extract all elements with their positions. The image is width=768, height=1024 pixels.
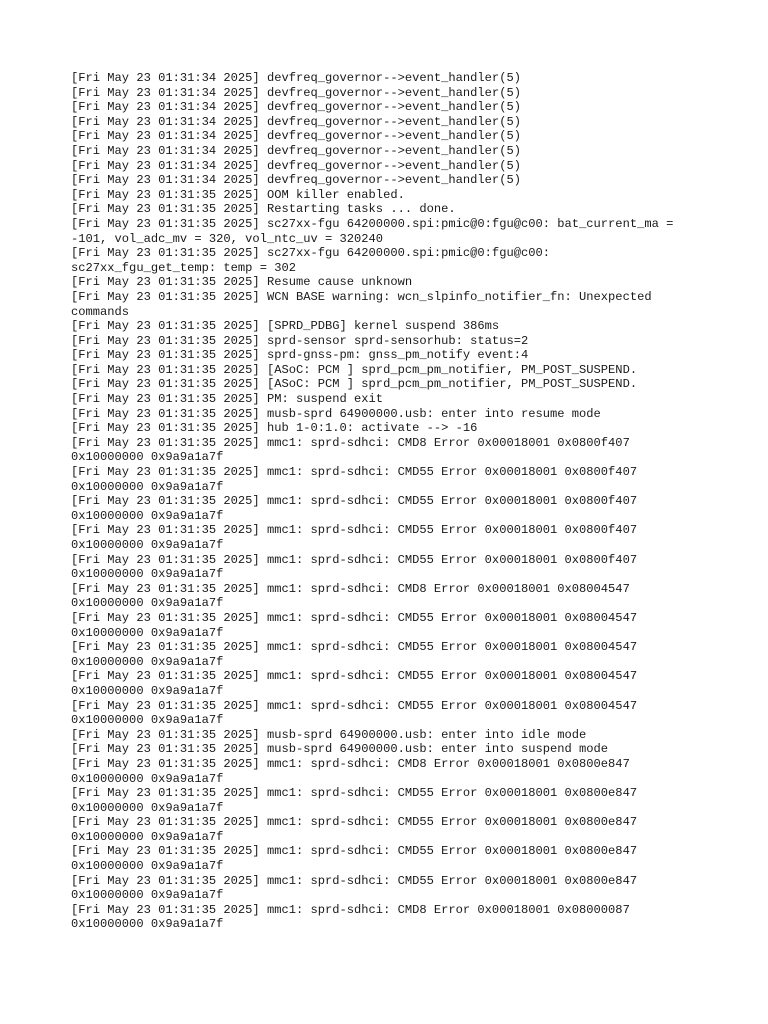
log-line: [Fri May 23 01:31:35 2025] mmc1: sprd-sdhci: CMD55 Error 0x00018001 0x0800f407 0x10000000 0x9a9a1a7f <box>71 523 638 552</box>
log-line: [Fri May 23 01:31:34 2025] devfreq_governor-->event_handler(5) <box>71 173 521 188</box>
log-line: [Fri May 23 01:31:35 2025] mmc1: sprd-sdhci: CMD55 Error 0x00018001 0x0800f407 0x10000000 0x9a9a1a7f <box>71 494 638 523</box>
log-line: [Fri May 23 01:31:35 2025] mmc1: sprd-sdhci: CMD8 Error 0x00018001 0x08004547 0x10000000 0x9a9a1a7f <box>71 581 630 611</box>
log-line: [Fri May 23 01:31:35 2025] sc27xx-fgu 64200000.spi:pmic@0:fgu@c00: bat_current_ma = -101, vol_adc_mv = 320, vol_ntc_uv = 320240 <box>71 216 674 246</box>
kernel-log <box>71 71 711 932</box>
log-line: [Fri May 23 01:31:35 2025] Resume cause unknown <box>71 275 413 290</box>
log-line: [Fri May 23 01:31:35 2025] OOM killer enabled. <box>71 187 405 202</box>
log-line: [Fri May 23 01:31:35 2025] musb-sprd 64900000.usb: enter into idle mode <box>71 727 587 742</box>
log-line: [Fri May 23 01:31:35 2025] [ASoC: PCM ] sprd_pcm_pm_notifier, PM_POST_SUSPEND. <box>71 362 638 377</box>
log-line: [Fri May 23 01:31:34 2025] devfreq_governor-->event_handler(5) <box>71 143 521 158</box>
log-line: [Fri May 23 01:31:35 2025] mmc1: sprd-sdhci: CMD8 Error 0x00018001 0x08000087 0x10000000 0x9a9a1a7f <box>71 902 630 932</box>
log-line: [Fri May 23 01:31:35 2025] PM: suspend exit <box>71 392 384 407</box>
log-line: [Fri May 23 01:31:34 2025] devfreq_governor-->event_handler(5) <box>71 85 521 100</box>
log-line: [Fri May 23 01:31:35 2025] [SPRD_PDBG] kernel suspend 386ms <box>71 319 500 334</box>
log-line: [Fri May 23 01:31:34 2025] devfreq_governor-->event_handler(5) <box>71 114 521 129</box>
log-line: [Fri May 23 01:31:34 2025] devfreq_governor-->event_handler(5) <box>71 158 521 173</box>
log-line: [Fri May 23 01:31:35 2025] sprd-sensor sprd-sensorhub: status=2 <box>71 333 529 348</box>
log-line: [Fri May 23 01:31:35 2025] hub 1-0:1.0: activate --> -16 <box>71 421 478 436</box>
log-line: [Fri May 23 01:31:35 2025] mmc1: sprd-sdhci: CMD55 Error 0x00018001 0x0800e847 0x10000000 0x9a9a1a7f <box>71 844 638 874</box>
log-line: [Fri May 23 01:31:35 2025] mmc1: sprd-sdhci: CMD55 Error 0x00018001 0x0800e847 0x10000000 0x9a9a1a7f <box>71 815 638 844</box>
log-line: [Fri May 23 01:31:35 2025] mmc1: sprd-sdhci: CMD55 Error 0x00018001 0x08004547 0x10000000 0x9a9a1a7f <box>71 610 638 640</box>
log-line: [Fri May 23 01:31:35 2025] Restarting tasks ... done. <box>71 202 456 217</box>
log-line: [Fri May 23 01:31:35 2025] musb-sprd 64900000.usb: enter into suspend mode <box>71 742 609 757</box>
log-line: [Fri May 23 01:31:35 2025] mmc1: sprd-sdhci: CMD55 Error 0x00018001 0x08004547 0x10000000 0x9a9a1a7f <box>71 669 638 698</box>
log-line: [Fri May 23 01:31:35 2025] mmc1: sprd-sdhci: CMD55 Error 0x00018001 0x0800e847 0x10000000 0x9a9a1a7f <box>71 873 638 903</box>
log-line: [Fri May 23 01:31:35 2025] mmc1: sprd-sdhci: CMD55 Error 0x00018001 0x0800e847 0x10000000 0x9a9a1a7f <box>71 786 638 815</box>
log-line: [Fri May 23 01:31:35 2025] sprd-gnss-pm: gnss_pm_notify event:4 <box>71 348 529 363</box>
log-line: [Fri May 23 01:31:35 2025] mmc1: sprd-sdhci: CMD8 Error 0x00018001 0x0800f407 0x10000000 0x9a9a1a7f <box>71 435 630 465</box>
log-line: [Fri May 23 01:31:35 2025] mmc1: sprd-sdhci: CMD55 Error 0x00018001 0x0800f407 0x10000000 0x9a9a1a7f <box>71 465 638 494</box>
log-line: [Fri May 23 01:31:35 2025] mmc1: sprd-sdhci: CMD55 Error 0x00018001 0x08004547 0x10000000 0x9a9a1a7f <box>71 640 638 669</box>
log-line: [Fri May 23 01:31:35 2025] mmc1: sprd-sdhci: CMD55 Error 0x00018001 0x08004547 0x10000000 0x9a9a1a7f <box>71 698 638 728</box>
log-line: [Fri May 23 01:31:35 2025] sc27xx-fgu 64200000.spi:pmic@0:fgu@c00: sc27xx_fgu_get_temp: temp = 302 <box>71 246 550 275</box>
log-line: [Fri May 23 01:31:35 2025] [ASoC: PCM ] sprd_pcm_pm_notifier, PM_POST_SUSPEND. <box>71 377 638 392</box>
log-line: [Fri May 23 01:31:34 2025] devfreq_governor-->event_handler(5) <box>71 129 521 144</box>
log-line: [Fri May 23 01:31:35 2025] WCN BASE warning: wcn_slpinfo_notifier_fn: Unexpected commands <box>71 289 652 319</box>
log-line: [Fri May 23 01:31:35 2025] mmc1: sprd-sdhci: CMD55 Error 0x00018001 0x0800f407 0x10000000 0x9a9a1a7f <box>71 552 638 582</box>
log-line: [Fri May 23 01:31:35 2025] mmc1: sprd-sdhci: CMD8 Error 0x00018001 0x0800e847 0x10000000 0x9a9a1a7f <box>71 756 630 786</box>
log-line: [Fri May 23 01:31:34 2025] devfreq_governor-->event_handler(5) <box>71 71 521 85</box>
log-line: [Fri May 23 01:31:34 2025] devfreq_governor-->event_handler(5) <box>71 100 521 115</box>
log-line: [Fri May 23 01:31:35 2025] musb-sprd 64900000.usb: enter into resume mode <box>71 406 601 421</box>
